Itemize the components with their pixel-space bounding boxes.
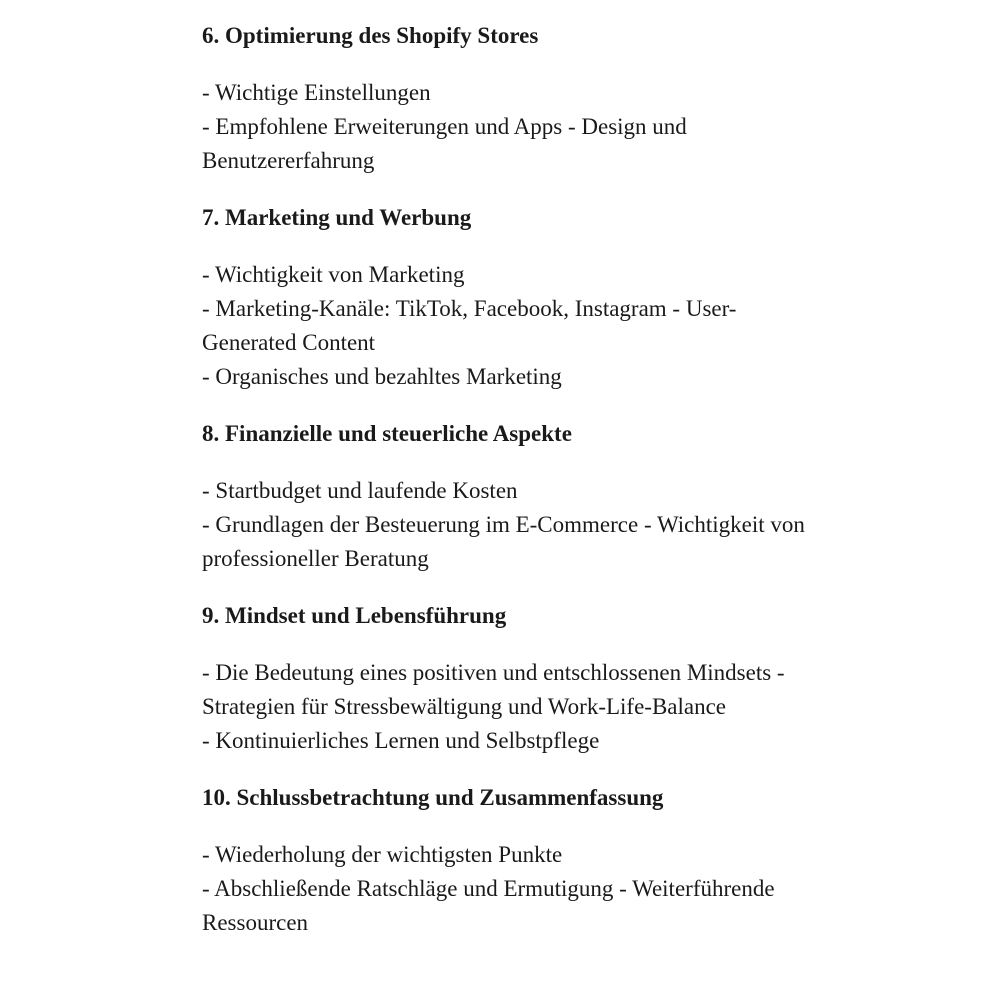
section-item-list bbox=[202, 656, 814, 758]
section-item-list bbox=[202, 258, 814, 394]
toc-section-6 bbox=[202, 19, 814, 178]
toc-item: - Empfohlene Erweiterungen und Apps - Design und Benutzererfahrung bbox=[202, 114, 687, 173]
section-heading: 7. Marketing und Werbung bbox=[202, 205, 472, 230]
section-item-list bbox=[202, 474, 814, 576]
section-heading: 9. Mindset und Lebensführung bbox=[202, 603, 507, 628]
toc-item: - Marketing-Kanäle: TikTok, Facebook, Instagram - User-Generated Content bbox=[202, 296, 737, 355]
toc-item: - Kontinuierliches Lernen und Selbstpflege bbox=[202, 728, 600, 753]
toc-item: - Wiederholung der wichtigsten Punkte bbox=[202, 842, 563, 867]
toc-item: - Organisches und bezahltes Marketing bbox=[202, 364, 562, 389]
toc-item: - Die Bedeutung eines positiven und entschlossenen Mindsets - Strategien für Stressbewältigung und Work-Life-Balance bbox=[202, 660, 785, 719]
toc-item: - Grundlagen der Besteuerung im E-Commerce - Wichtigkeit von professioneller Beratung bbox=[202, 512, 805, 571]
toc-section-8 bbox=[202, 417, 814, 576]
section-heading: 6. Optimierung des Shopify Stores bbox=[202, 23, 539, 48]
section-heading: 8. Finanzielle und steuerliche Aspekte bbox=[202, 421, 572, 446]
section-item-list bbox=[202, 76, 814, 178]
toc-section-10 bbox=[202, 781, 814, 940]
toc-section-7 bbox=[202, 201, 814, 394]
section-heading: 10. Schlussbetrachtung und Zusammenfassung bbox=[202, 785, 664, 810]
document-page bbox=[202, 19, 814, 963]
toc-item: - Wichtige Einstellungen bbox=[202, 80, 431, 105]
toc-item: - Abschließende Ratschläge und Ermutigung - Weiterführende Ressourcen bbox=[202, 876, 775, 935]
section-item-list bbox=[202, 838, 814, 940]
toc-item: - Wichtigkeit von Marketing bbox=[202, 262, 465, 287]
toc-item: - Startbudget und laufende Kosten bbox=[202, 478, 518, 503]
toc-section-9 bbox=[202, 599, 814, 758]
